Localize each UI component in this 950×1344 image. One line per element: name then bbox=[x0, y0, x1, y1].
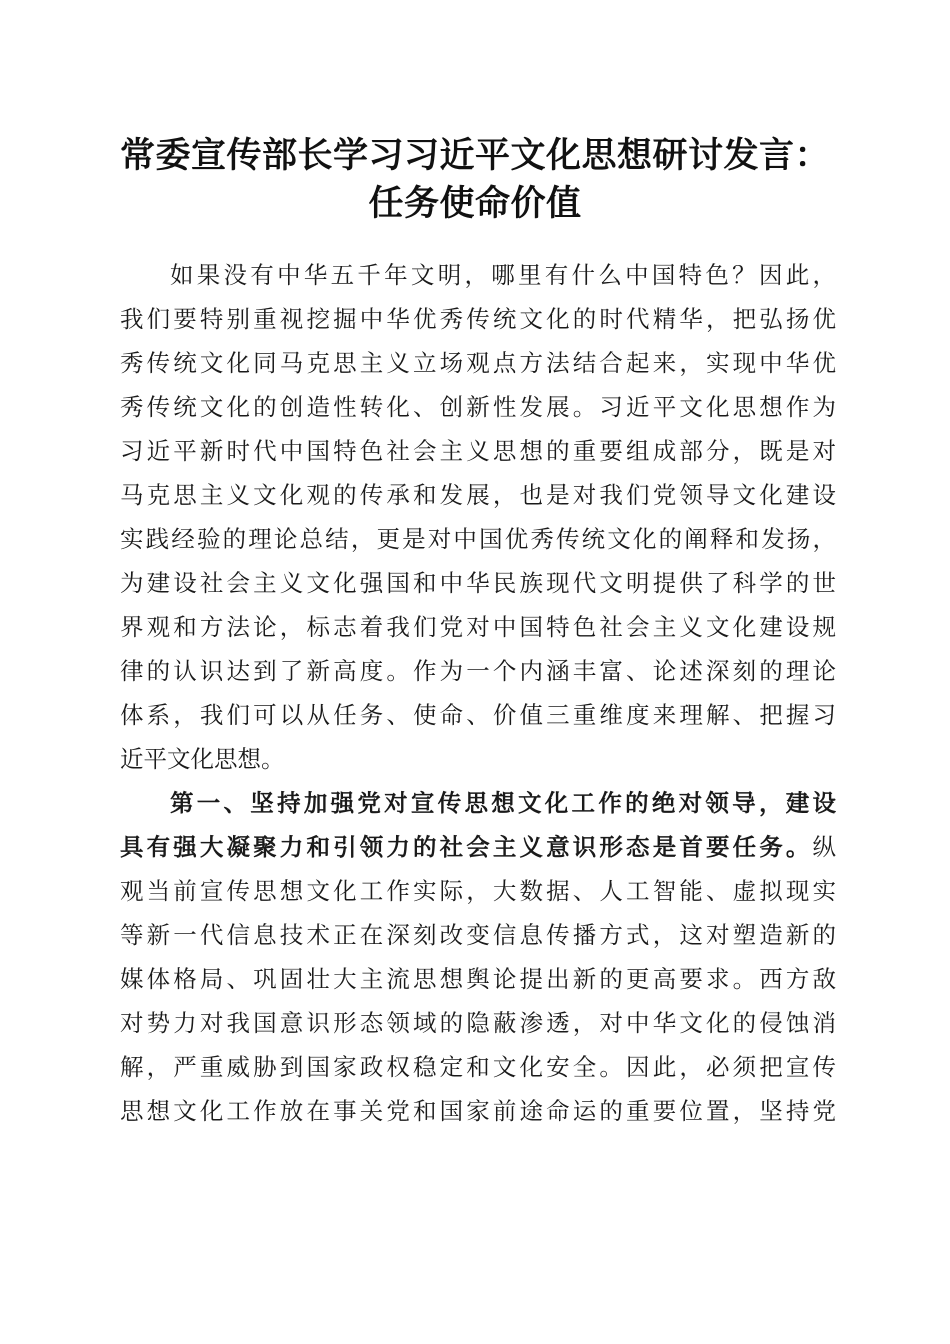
paragraph-1-line: 马克思主义文化观的传承和发展，也是对我们党领导文化建设 bbox=[120, 481, 836, 509]
paragraph-2-bold-run: 具有强大凝聚力和引领力的社会主义意识形态是首要任务。 bbox=[120, 833, 813, 861]
paragraph-1-line: 秀传统文化同马克思主义立场观点方法结合起来，实现中华优 bbox=[120, 349, 836, 377]
title-line-1: 常委宣传部长学习习近平文化思想研讨发言： bbox=[119, 135, 830, 176]
paragraph-2-line: 媒体格局、巩固壮大主流思想舆论提出新的更高要求。西方敌 bbox=[120, 965, 836, 993]
paragraph-2-bold-line: 第一、坚持加强党对宣传思想文化工作的绝对领导，建设 bbox=[170, 789, 836, 817]
paragraph-2 bbox=[120, 781, 836, 1133]
paragraph-2-line: 思想文化工作放在事关党和国家前途命运的重要位置，坚持党 bbox=[120, 1097, 836, 1125]
paragraph-1-line: 习近平新时代中国特色社会主义思想的重要组成部分，既是对 bbox=[120, 437, 836, 465]
paragraph-2-mixed-line bbox=[120, 825, 836, 869]
paragraph-2-tail: 纵 bbox=[812, 833, 836, 861]
paragraph-1-line: 律的认识达到了新高度。作为一个内涵丰富、论述深刻的理论 bbox=[120, 657, 836, 685]
title-line-2: 任务使命价值 bbox=[368, 183, 582, 224]
paragraph-1-line: 秀传统文化的创造性转化、创新性发展。习近平文化思想作为 bbox=[120, 393, 836, 421]
paragraph-1-line: 实践经验的理论总结，更是对中国优秀传统文化的阐释和发扬， bbox=[120, 525, 836, 553]
paragraph-1-line: 如果没有中华五千年文明，哪里有什么中国特色？因此， bbox=[170, 261, 836, 289]
paragraph-2-line: 解，严重威胁到国家政权稳定和文化安全。因此，必须把宣传 bbox=[120, 1053, 836, 1081]
document-title bbox=[90, 132, 860, 228]
paragraph-2-line: 对势力对我国意识形态领域的隐蔽渗透，对中华文化的侵蚀消 bbox=[120, 1009, 836, 1037]
paragraph-1 bbox=[120, 253, 836, 781]
paragraph-1-line: 我们要特别重视挖掘中华优秀传统文化的时代精华，把弘扬优 bbox=[120, 305, 836, 333]
paragraph-1-line: 近平文化思想。 bbox=[120, 745, 285, 773]
document-body bbox=[120, 253, 836, 1133]
paragraph-1-line: 界观和方法论，标志着我们党对中国特色社会主义文化建设规 bbox=[120, 613, 836, 641]
paragraph-1-line: 为建设社会主义文化强国和中华民族现代文明提供了科学的世 bbox=[120, 569, 836, 597]
paragraph-1-line: 体系，我们可以从任务、使命、价值三重维度来理解、把握习 bbox=[120, 701, 836, 729]
paragraph-2-line: 等新一代信息技术正在深刻改变信息传播方式，这对塑造新的 bbox=[120, 921, 836, 949]
paragraph-2-line: 观当前宣传思想文化工作实际，大数据、人工智能、虚拟现实 bbox=[120, 877, 836, 905]
